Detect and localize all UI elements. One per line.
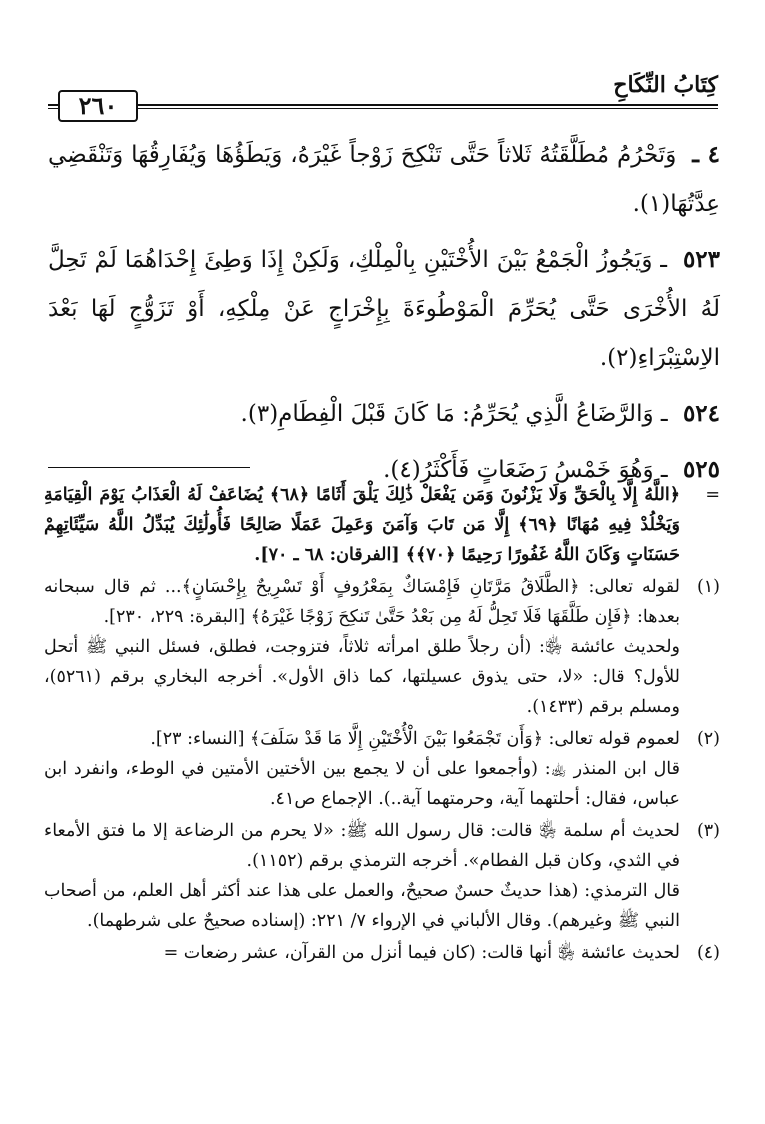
entry-text: ـ وَهُوَ خَمْسُ رَضَعَاتٍ فَأَكْثَرُ(٤).	[383, 457, 668, 483]
footnote-paragraph: لحديث أم سلمة ﵂ قالت: قال رسول الله ﷺ: «لا يحرم من الرضاعة إلا ما فتق الأمعاء في الثدي، وكان قبل الفطام». أخرجه الترمذي برقم (١١٥٢).	[44, 821, 680, 871]
footnote-paragraph: ولحديث عائشة ﵂: (أن رجلاً طلق امرأته ثلاثاً، فتزوجت، فطلق، فسئل النبي ﷺ أتحل للأول؟ قال: «لا، حتى يذوق عسيلتها، كما ذاق الأول». أخرجه البخاري برقم (٥٢٦١)، ومسلم برقم (١٤٣٣).	[44, 637, 680, 717]
footnote-1	[44, 572, 720, 722]
footnote-3	[44, 816, 720, 936]
footnote-label: (٣)	[696, 821, 720, 841]
entry-524	[48, 389, 720, 439]
footnote-2	[44, 724, 720, 814]
footnote-paragraph: لقوله تعالى: ﴿الطَّلَاقُ مَرَّتَانِ فَإِمْسَاكٌ بِمَعْرُوفٍ أَوْ تَسْرِيحٌ بِإِحْسَانٍ﴾... ثم قال سبحانه بعدها: ﴿فَإِن طَلَّقَهَا فَلَا تَحِلُّ لَهُ مِن بَعْدُ حَتَّىٰ تَنكِحَ زَوْجًا غَيْرَهُ﴾ [البقرة: ٢٢٩، ٢٣٠].	[44, 577, 680, 627]
footnote-paragraph: قال الترمذي: (هذا حديثٌ حسنٌ صحيحٌ، والعمل على هذا عند أكثر أهل العلم، من أصحاب النبي ﷺ وغيرهم). وقال الألباني في الإرواء ٧/ ٢٢١: (إسناده صحيحٌ على شرطهما).	[44, 881, 680, 931]
footnote-text: ﴿اللَّهُ إِلَّا بِالْحَقِّ وَلَا يَزْنُونَ وَمَن يَفْعَلْ ذَٰلِكَ يَلْقَ أَثَامًا ﴿٦٨﴾ يُضَاعَفْ لَهُ الْعَذَابُ يَوْمَ الْقِيَامَةِ وَيَخْلُدْ فِيهِ مُهَانًا ﴿٦٩﴾ إِلَّا مَن تَابَ وَآمَنَ وَعَمِلَ عَمَلًا صَالِحًا فَأُولَٰئِكَ يُبَدِّلُ اللَّهُ سَيِّئَاتِهِمْ حَسَنَاتٍ وَكَانَ اللَّهُ غَفُورًا رَحِيمًا ﴿٧٠﴾﴾ [الفرقان: ٦٨ ـ ٧٠].	[44, 485, 681, 565]
footnote-paragraph: لعموم قوله تعالى: ﴿وَأَن تَجْمَعُوا بَيْنَ الْأُخْتَيْنِ إِلَّا مَا قَدْ سَلَفَ﴾ [النساء: ٢٣].	[150, 729, 680, 749]
footnotes	[44, 480, 720, 970]
entry-number: ٥٢٤	[682, 400, 720, 427]
footnote-continuation	[44, 480, 720, 570]
header-rule	[48, 104, 718, 106]
main-text	[48, 130, 720, 501]
footnote-divider	[48, 467, 250, 468]
entry-4	[48, 130, 720, 229]
header-rule-thin	[48, 108, 718, 109]
page-header	[48, 70, 718, 118]
entry-number: ٥٢٣	[682, 246, 720, 273]
entry-number: ٥٢٥	[682, 456, 720, 483]
entry-523	[48, 235, 720, 383]
entry-text: وَتَحْرُمُ مُطَلَّقَتُهُ ثَلاثاً حَتَّى تَنْكِحَ زَوْجاً غَيْرَهُ، وَيَطَؤُهَا وَيُفَارِقُهَا وَتَنْقَضِي عِدَّتُهَا(١).	[48, 142, 720, 217]
footnote-paragraph: قال ابن المنذر ﵀: (وأجمعوا على أن لا يجمع بين الأختين الأمتين في الوطء، وانفرد ابن عباس، فقال: أحلتهما آية، وحرمتهما آية..). الإجماع ص٤١.	[44, 759, 680, 809]
entry-text: ـ وَالرَّضَاعُ الَّذِي يُحَرِّمُ: مَا كَانَ قَبْلَ الْفِطَامِ(٣).	[240, 401, 668, 427]
footnote-label: (١)	[696, 577, 720, 597]
page-number: ٢٦٠	[58, 90, 138, 122]
book-title: كِتَابُ النِّكَاحِ	[613, 72, 718, 98]
footnote-label: =	[705, 485, 720, 505]
footnote-label: (٤)	[696, 943, 720, 963]
footnote-paragraph: لحديث عائشة ﵂ أنها قالت: (كان فيما أنزل من القرآن، عشر رضعات =	[163, 943, 680, 963]
footnote-label: (٢)	[696, 729, 720, 749]
entry-number: ٤ ـ	[692, 141, 721, 168]
entry-text: ـ وَيَجُوزُ الْجَمْعُ بَيْنَ الأُخْتَيْنِ بِالْمِلْكِ، وَلَكِنْ إِذَا وَطِئَ إِحْدَاهُمَا لَمْ تَحِلَّ لَهُ الأُخْرَى حَتَّى يُحَرِّمَ الْمَوْطُوءَةَ بِإِخْرَاجٍ عَنْ مِلْكِهِ، أَوْ تَزَوُّجٍ لَهَا بَعْدَ الاِسْتِبْرَاءِ(٢).	[48, 247, 720, 371]
footnote-4	[44, 938, 720, 968]
